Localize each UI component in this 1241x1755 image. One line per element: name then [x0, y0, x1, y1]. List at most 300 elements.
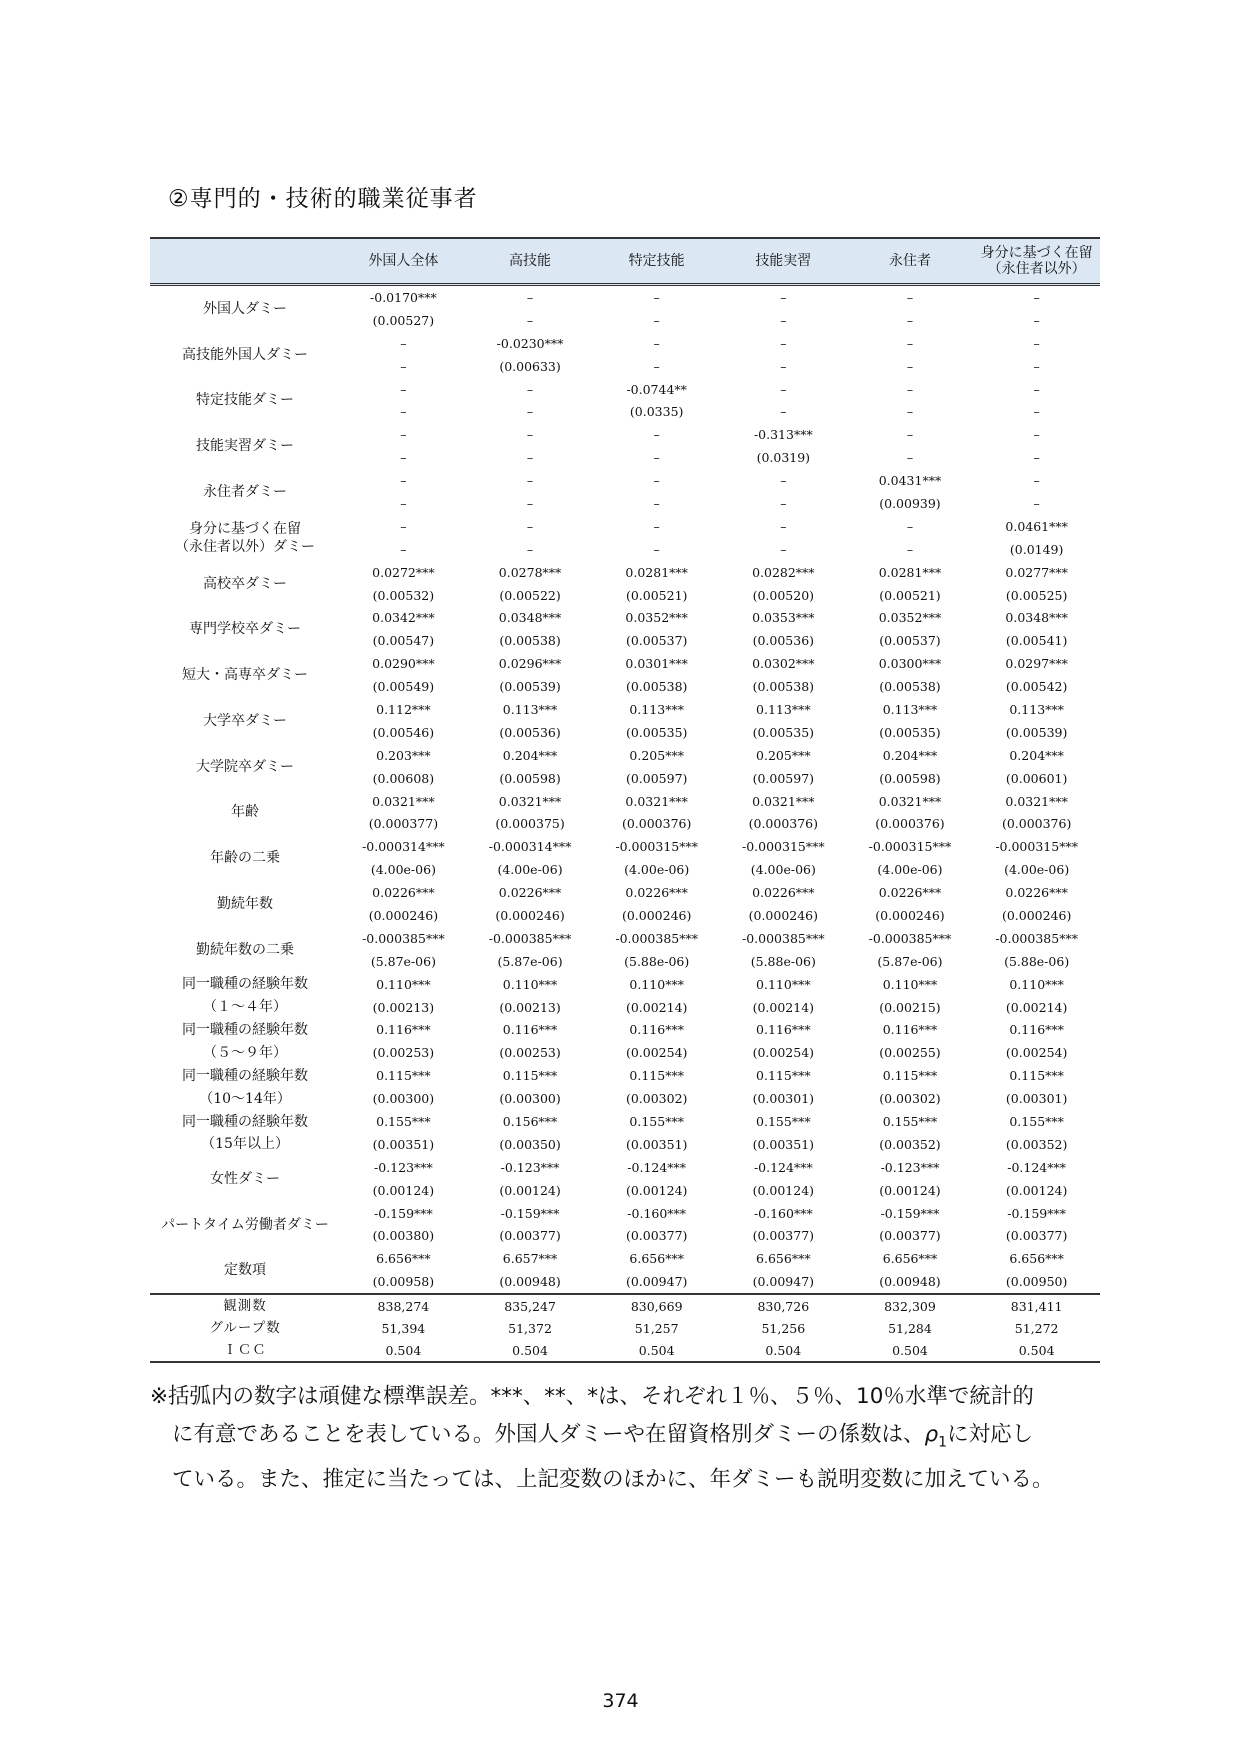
table-row-coef — [150, 1247, 1100, 1270]
se-cell: (0.00351) — [625, 1136, 688, 1152]
table-body — [150, 285, 1100, 1295]
se-cell: (0.00377) — [752, 1228, 815, 1244]
coef-cell: 0.115*** — [1009, 1068, 1064, 1084]
coef-cell: 0.0301*** — [625, 656, 688, 672]
table-row-coef — [150, 423, 1100, 446]
se-cell: – — [906, 541, 914, 557]
coef-cell: – — [653, 289, 660, 305]
row-label-sub: （15年以上） — [201, 1136, 289, 1153]
se-cell: – — [1033, 450, 1040, 466]
coef-cell: -0.159*** — [374, 1205, 433, 1221]
coef-cell: -0.313*** — [753, 427, 813, 443]
stats-cell: 0.504 — [847, 1339, 974, 1362]
se-cell: (0.00598) — [879, 770, 941, 786]
header-blank — [150, 238, 340, 285]
row-label: 年齢 — [231, 804, 260, 821]
se-cell: (4.00e-06) — [370, 862, 436, 878]
coef-cell: -0.124*** — [1007, 1159, 1067, 1175]
coef-cell: – — [653, 427, 660, 443]
row-label: 勤続年数 — [217, 896, 274, 913]
table-row-coef — [150, 606, 1100, 629]
se-cell: (0.00948) — [879, 1274, 941, 1290]
coef-cell: 0.0342*** — [372, 610, 435, 626]
coef-cell: -0.159*** — [1007, 1205, 1067, 1221]
se-cell: (0.00351) — [372, 1136, 435, 1152]
se-cell: – — [400, 541, 407, 557]
se-cell: (0.00948) — [499, 1274, 561, 1290]
se-cell: – — [653, 358, 660, 374]
coef-cell: -0.000315*** — [615, 839, 698, 855]
se-cell: (0.00521) — [879, 587, 941, 603]
se-cell: (0.000246) — [368, 907, 439, 923]
coef-cell: 0.0348*** — [498, 610, 562, 626]
coef-cell: – — [780, 335, 787, 351]
se-cell: (0.00301) — [752, 1091, 815, 1107]
table-row-coef — [150, 378, 1100, 401]
se-cell: (0.00520) — [752, 587, 815, 603]
column-header: 身分に基づく在留 （永住者以外） — [973, 238, 1100, 285]
se-cell: (0.00601) — [1005, 770, 1068, 786]
se-cell: (0.00215) — [879, 999, 941, 1015]
column-header: 永住者 — [847, 238, 974, 285]
coef-cell: 0.155*** — [1009, 1114, 1064, 1129]
stats-label: グループ数 — [209, 1319, 281, 1336]
table-row-coef — [150, 561, 1100, 584]
coef-cell: – — [526, 381, 534, 397]
coef-cell: 0.113*** — [629, 701, 684, 717]
footnote-line-2a: に有意であることを表している。外国人ダミーや在留資格別ダミーの係数は、 — [172, 1422, 925, 1447]
se-cell: (0.00300) — [499, 1091, 561, 1107]
coef-cell: -0.0230*** — [496, 335, 564, 351]
row-label: 技能実習ダミー — [196, 438, 295, 455]
se-cell: (0.00939) — [879, 495, 941, 511]
se-cell: (0.00352) — [1005, 1136, 1068, 1152]
coef-cell: – — [906, 427, 914, 443]
row-label: 特定技能ダミー — [196, 392, 295, 409]
se-cell: (0.00549) — [372, 679, 435, 695]
coef-cell: -0.000315*** — [868, 839, 952, 855]
stats-cell: 51,394 — [381, 1320, 426, 1336]
coef-cell: – — [400, 473, 407, 489]
se-cell: – — [906, 404, 914, 420]
row-label-sub: （10～14年） — [199, 1090, 291, 1107]
coef-cell: – — [906, 381, 914, 397]
se-cell: – — [780, 541, 787, 557]
coef-cell: 0.155*** — [629, 1114, 684, 1129]
table-row-se — [150, 1041, 1100, 1064]
table-row-coef — [150, 332, 1100, 355]
footnote — [150, 1378, 1110, 1499]
coef-cell: 0.0321*** — [625, 793, 688, 809]
se-cell: (0.00535) — [879, 724, 941, 740]
coef-cell: 0.116*** — [629, 1022, 684, 1038]
se-cell: – — [400, 358, 407, 374]
coef-cell: – — [1033, 381, 1040, 397]
se-cell: – — [653, 495, 660, 511]
coef-cell: 0.0282*** — [752, 564, 815, 580]
stats-cell: 0.504 — [593, 1339, 720, 1362]
row-label: 大学卒ダミー — [203, 712, 288, 729]
coef-cell: 0.113*** — [502, 701, 558, 717]
coef-cell: – — [1033, 289, 1040, 305]
coef-cell: 0.110*** — [882, 976, 938, 992]
se-cell: – — [526, 541, 534, 557]
se-cell: (4.00e-06) — [624, 862, 690, 878]
coef-cell: 0.0321*** — [752, 793, 815, 809]
coef-cell: 0.0353*** — [752, 610, 815, 626]
table-row-se — [150, 996, 1100, 1019]
table-row-coef — [150, 744, 1100, 767]
section-title: ②専門的・技術的職業従事者 — [168, 186, 478, 212]
se-cell: – — [780, 358, 787, 374]
se-cell: (0.00947) — [752, 1274, 815, 1290]
row-label: 年齢の二乗 — [210, 850, 281, 867]
se-cell: (0.000246) — [748, 907, 819, 923]
se-cell: (0.00124) — [879, 1182, 941, 1198]
table-row-coef — [150, 285, 1100, 309]
se-cell: (0.000246) — [621, 907, 692, 923]
se-cell: (0.00537) — [625, 633, 688, 649]
table-row-coef — [150, 515, 1100, 538]
se-cell: (0.00254) — [625, 1045, 688, 1061]
row-label: 定数項 — [224, 1262, 267, 1279]
coef-cell: -0.000385*** — [362, 930, 445, 946]
column-header: 高技能 — [467, 238, 594, 285]
coef-cell: 0.205*** — [629, 747, 684, 763]
coef-cell: 0.0226*** — [372, 885, 435, 901]
stats-cell: 832,309 — [847, 1294, 974, 1317]
coef-cell: – — [526, 473, 534, 489]
se-cell: (0.00546) — [372, 724, 435, 740]
row-label: 勤続年数の二乗 — [196, 941, 295, 958]
coef-cell: 0.116*** — [756, 1022, 811, 1038]
coef-cell: 0.110*** — [629, 976, 684, 992]
coef-cell: -0.159*** — [880, 1205, 940, 1221]
coef-cell: 0.0226*** — [625, 885, 688, 901]
coef-cell: 0.204*** — [502, 747, 558, 763]
coef-cell: – — [400, 335, 407, 351]
se-cell: – — [400, 404, 407, 420]
se-cell: (0.00536) — [499, 724, 561, 740]
coef-cell: -0.124*** — [627, 1159, 687, 1175]
stats-cell: 830,726 — [720, 1294, 847, 1317]
coef-cell: 0.0352*** — [625, 610, 688, 626]
se-cell: (4.00e-06) — [877, 862, 943, 878]
footnote-line-3: ている。また、推定に当たっては、上記変数のほかに、年ダミーも説明変数に加えている。 — [172, 1467, 1054, 1493]
stats-cell: 0.504 — [467, 1339, 594, 1362]
se-cell: (5.88e-06) — [624, 953, 690, 969]
se-cell: (0.00124) — [625, 1182, 688, 1198]
coef-cell: 0.0226*** — [752, 885, 815, 901]
coef-cell: 0.115*** — [629, 1068, 684, 1084]
stats-cell: 0.504 — [973, 1339, 1100, 1362]
coef-cell: -0.000314*** — [488, 839, 572, 855]
stats-row — [150, 1339, 1100, 1362]
se-cell: (0.00538) — [879, 679, 941, 695]
se-cell: (0.00538) — [499, 633, 561, 649]
table-row-coef — [150, 1202, 1100, 1225]
se-cell: (0.00539) — [499, 679, 561, 695]
row-label: 同一職種の経験年数 — [182, 1021, 309, 1038]
row-label: 女性ダミー — [210, 1170, 281, 1187]
coef-cell: 0.110*** — [376, 976, 431, 992]
stats-cell: 0.504 — [340, 1339, 467, 1362]
se-cell: (4.00e-06) — [1004, 862, 1070, 878]
coef-cell: 0.205*** — [756, 747, 811, 763]
se-cell: (0.00633) — [499, 358, 561, 374]
coef-cell: -0.124*** — [753, 1159, 813, 1175]
coef-cell: 0.0226*** — [878, 885, 942, 901]
coef-cell: 0.0302*** — [752, 656, 815, 672]
se-cell: (0.00608) — [372, 770, 435, 786]
stats-cell: 51,284 — [888, 1320, 932, 1336]
coef-cell: – — [780, 473, 787, 489]
coef-cell: 0.115*** — [882, 1068, 938, 1084]
coef-cell: 6.656*** — [629, 1251, 684, 1267]
coef-cell: – — [653, 335, 660, 351]
se-cell: (0.00958) — [372, 1274, 435, 1290]
stats-cell: 838,274 — [340, 1294, 467, 1317]
se-cell: – — [906, 358, 914, 374]
coef-cell: -0.160*** — [753, 1205, 813, 1221]
coef-cell: 0.0226*** — [498, 885, 562, 901]
se-cell: (5.87e-06) — [877, 953, 943, 969]
se-cell: (0.000375) — [495, 816, 565, 832]
se-cell: (0.00377) — [625, 1228, 688, 1244]
se-cell: – — [780, 312, 787, 328]
table-row-coef — [150, 973, 1100, 996]
coef-cell: 6.656*** — [376, 1251, 431, 1267]
stats-label: 観測数 — [150, 1294, 340, 1317]
se-cell: (0.00597) — [625, 770, 688, 786]
footnote-line-1: ※括弧内の数字は頑健な標準誤差。***、**、*は、それぞれ１％、５％、10％水準で統計的 — [150, 1384, 1034, 1409]
se-cell: – — [653, 450, 660, 466]
se-cell: – — [906, 312, 914, 328]
se-cell: (0.0319) — [756, 450, 811, 466]
coef-cell: 0.0431*** — [878, 473, 942, 489]
se-cell: (0.00254) — [1005, 1045, 1068, 1061]
se-cell: (0.0149) — [1009, 541, 1064, 557]
coef-cell: 0.115*** — [756, 1068, 811, 1084]
coef-cell: 0.0297*** — [1005, 656, 1068, 672]
coef-cell: – — [906, 518, 914, 534]
se-cell: (4.00e-06) — [750, 862, 816, 878]
se-cell: (0.00302) — [625, 1091, 688, 1107]
coef-cell: 0.0321*** — [878, 793, 942, 809]
table-row-coef — [150, 881, 1100, 904]
coef-cell: – — [653, 518, 660, 534]
stats-cell: 51,372 — [508, 1320, 552, 1336]
coef-cell: 0.204*** — [1009, 747, 1064, 763]
stats-cell: 51,272 — [1014, 1320, 1059, 1336]
row-label: 大学院卒ダミー — [196, 758, 295, 775]
coef-cell: 0.115*** — [376, 1068, 431, 1084]
table-header — [150, 238, 1100, 285]
coef-cell: -0.000385*** — [615, 930, 698, 946]
coef-cell: 0.113*** — [882, 701, 938, 717]
row-label: 同一職種の経験年数 — [182, 976, 309, 993]
row-label: 短大・高専卒ダミー — [182, 667, 309, 684]
se-cell: (0.00253) — [372, 1045, 435, 1061]
coef-cell: – — [780, 518, 787, 534]
coef-cell: 0.0321*** — [1005, 793, 1068, 809]
coef-cell: 0.110*** — [756, 976, 811, 992]
se-cell: (0.00527) — [372, 312, 435, 328]
coef-cell: 6.656*** — [756, 1251, 811, 1267]
se-cell: (0.00124) — [499, 1182, 561, 1198]
table-row-coef — [150, 469, 1100, 492]
stats-cell: 51,256 — [761, 1320, 806, 1336]
table-row-coef — [150, 1064, 1100, 1087]
coef-cell: 0.0226*** — [1005, 885, 1068, 901]
se-cell: (0.00541) — [1005, 633, 1068, 649]
stats-label: ＩＣＣ — [150, 1339, 340, 1362]
coef-cell: – — [526, 427, 534, 443]
se-cell: (0.00597) — [752, 770, 815, 786]
stats-cell: 0.504 — [720, 1339, 847, 1362]
coef-cell: 0.155*** — [376, 1114, 431, 1129]
se-cell: (0.00538) — [625, 679, 688, 695]
table-row-se — [150, 1087, 1100, 1110]
se-cell: (0.00538) — [752, 679, 815, 695]
coef-cell: 0.156*** — [502, 1114, 558, 1129]
se-cell: (0.00377) — [879, 1228, 941, 1244]
se-cell: (0.000376) — [748, 816, 819, 832]
se-cell: (0.00302) — [879, 1091, 941, 1107]
column-header: 外国人全体 — [340, 238, 467, 285]
table-row-coef — [150, 1019, 1100, 1042]
se-cell: – — [653, 312, 660, 328]
coef-cell: -0.000385*** — [868, 930, 952, 946]
row-label-sub: （１～４年） — [203, 999, 288, 1016]
stats-cell: 830,669 — [593, 1294, 720, 1317]
coef-cell: -0.000385*** — [488, 930, 572, 946]
coef-cell: – — [526, 518, 534, 534]
footnote-line-2b: に対応し — [947, 1422, 1034, 1447]
se-cell: (0.00213) — [499, 999, 561, 1015]
se-cell: (0.00255) — [879, 1045, 941, 1061]
se-cell: – — [526, 450, 534, 466]
coef-cell: -0.000314*** — [362, 839, 445, 855]
coef-cell: 0.0321*** — [372, 793, 435, 809]
coef-cell: 0.0281*** — [878, 564, 942, 580]
coef-cell: – — [906, 289, 914, 305]
stats-cell: 831,411 — [973, 1294, 1100, 1317]
table-row-se — [150, 1133, 1100, 1156]
coef-cell: 0.0352*** — [878, 610, 942, 626]
se-cell: (0.00536) — [752, 633, 815, 649]
row-label: 身分に基づく在留 （永住者以外）ダミー — [175, 520, 316, 555]
se-cell: – — [1033, 312, 1040, 328]
se-cell: (0.0335) — [629, 404, 684, 420]
row-label: 永住者ダミー — [203, 484, 288, 501]
coef-cell: 6.656*** — [1009, 1251, 1064, 1267]
row-label: 高校卒ダミー — [203, 575, 288, 592]
coef-cell: – — [780, 381, 787, 397]
coef-cell: 0.155*** — [756, 1114, 811, 1129]
se-cell: (5.88e-06) — [1004, 953, 1070, 969]
se-cell: (4.00e-06) — [497, 862, 563, 878]
coef-cell: 0.0278*** — [498, 564, 562, 580]
page-number: 374 — [602, 1690, 639, 1712]
coef-cell: 0.110*** — [1009, 976, 1064, 992]
se-cell: (0.00535) — [625, 724, 688, 740]
table-row-coef — [150, 835, 1100, 858]
coef-cell: – — [400, 427, 407, 443]
coef-cell: – — [526, 289, 534, 305]
se-cell: (0.00598) — [499, 770, 561, 786]
coef-cell: -0.123*** — [500, 1159, 560, 1175]
se-cell: – — [653, 541, 660, 557]
row-label: パートタイム労働者ダミー — [161, 1216, 329, 1233]
se-cell: (0.00214) — [752, 999, 815, 1015]
coef-cell: -0.123*** — [880, 1159, 940, 1175]
column-header: 特定技能 — [593, 238, 720, 285]
coef-cell: 0.204*** — [882, 747, 938, 763]
se-cell: (0.00532) — [372, 587, 435, 603]
se-cell: (0.000246) — [495, 907, 565, 923]
row-label: 外国人ダミー — [203, 300, 288, 317]
table-row-coef — [150, 790, 1100, 813]
coef-cell: 0.0461*** — [1005, 518, 1068, 534]
se-cell: – — [780, 404, 787, 420]
se-cell: (0.00521) — [625, 587, 688, 603]
se-cell: (0.00301) — [1005, 1091, 1068, 1107]
table-row-coef — [150, 652, 1100, 675]
coef-cell: -0.000315*** — [995, 839, 1078, 855]
se-cell: (0.00539) — [1005, 724, 1068, 740]
coef-cell: -0.159*** — [500, 1205, 560, 1221]
se-cell: (5.87e-06) — [497, 953, 563, 969]
stats-cell: 835,247 — [467, 1294, 594, 1317]
coef-cell: -0.0744** — [626, 381, 687, 397]
coef-cell: – — [400, 518, 407, 534]
table-row-coef — [150, 1156, 1100, 1179]
se-cell: (0.00253) — [499, 1045, 561, 1061]
stats-row — [150, 1294, 1100, 1317]
se-cell: (0.00214) — [1005, 999, 1068, 1015]
table-stats — [150, 1294, 1100, 1362]
se-cell: – — [400, 495, 407, 511]
se-cell: (0.000376) — [621, 816, 692, 832]
coef-cell: 6.657*** — [502, 1251, 558, 1267]
coef-cell: -0.0170*** — [370, 289, 437, 305]
row-label: 同一職種の経験年数 — [182, 1067, 309, 1084]
se-cell: (0.00380) — [372, 1228, 435, 1244]
se-cell: (0.00522) — [499, 587, 561, 603]
se-cell: (5.87e-06) — [370, 953, 436, 969]
se-cell: (0.000376) — [1001, 816, 1072, 832]
row-label: 同一職種の経験年数 — [182, 1113, 309, 1130]
se-cell: (0.00947) — [625, 1274, 688, 1290]
se-cell: (0.000377) — [368, 816, 439, 832]
coef-cell: 0.203*** — [376, 747, 431, 763]
coef-cell: 0.110*** — [502, 976, 558, 992]
row-label: 高技能外国人ダミー — [182, 346, 309, 363]
stats-row — [150, 1317, 1100, 1339]
stats-cell: 51,257 — [634, 1320, 679, 1336]
coef-cell: 0.113*** — [756, 701, 811, 717]
se-cell: (0.000246) — [1001, 907, 1072, 923]
coef-cell: 0.0272*** — [372, 564, 435, 580]
coef-cell: 0.116*** — [376, 1022, 431, 1038]
coef-cell: – — [1033, 335, 1040, 351]
coef-cell: 0.112*** — [376, 701, 431, 717]
coef-cell: 0.116*** — [882, 1022, 938, 1038]
regression-table-wrapper — [150, 237, 1100, 1363]
coef-cell: 0.0321*** — [498, 793, 562, 809]
se-cell: – — [526, 312, 534, 328]
